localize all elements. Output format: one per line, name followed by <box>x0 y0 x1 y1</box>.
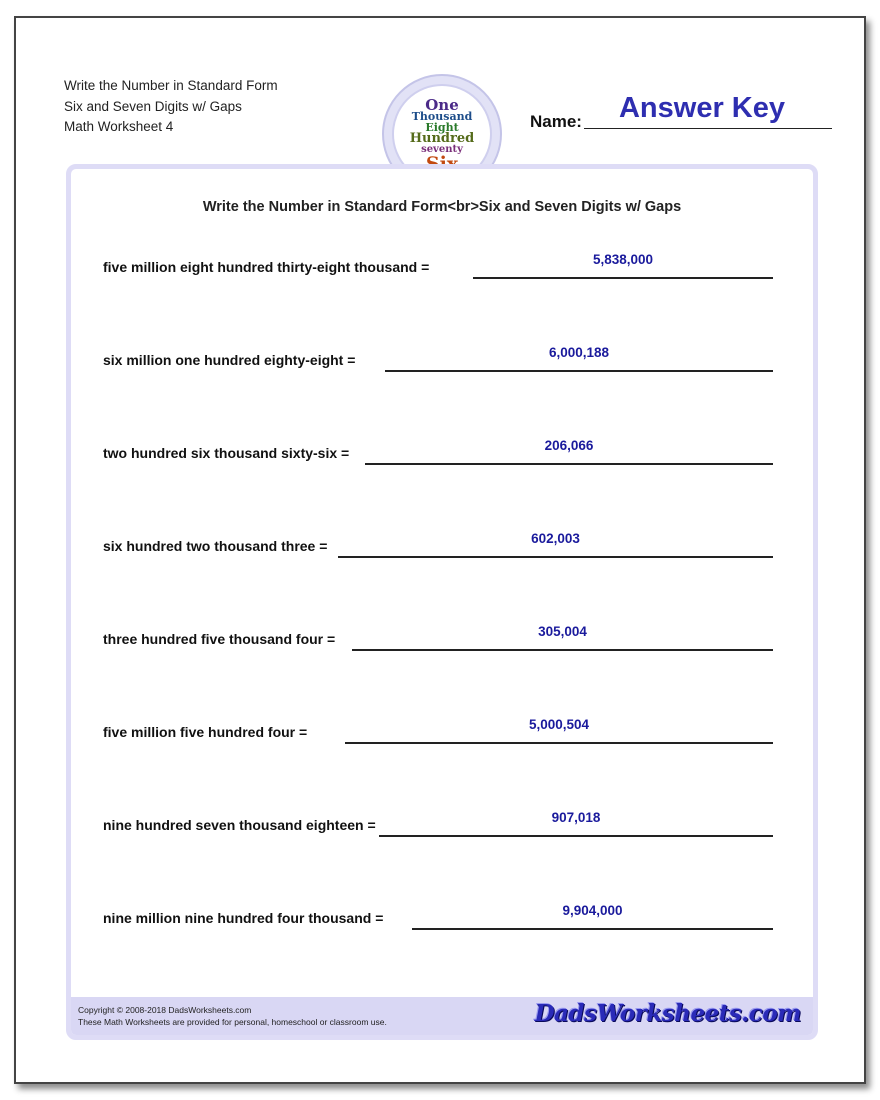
problem-text: five million five hundred four = <box>103 724 308 740</box>
answer-value: 206,066 <box>544 438 594 453</box>
dadsworksheets-logo[interactable]: DadsWorksheets.com <box>534 1000 801 1027</box>
problem-row <box>103 624 773 661</box>
worksheet-header <box>64 76 278 138</box>
answer-line[interactable] <box>412 928 773 930</box>
answer-value: 6,000,188 <box>548 345 610 360</box>
answer-line[interactable] <box>473 277 773 279</box>
worksheet-page <box>14 16 866 1084</box>
problem-row <box>103 345 773 382</box>
answer-value: 907,018 <box>551 810 601 825</box>
header-title: Write the Number in Standard Form <box>64 78 278 93</box>
problem-row <box>103 810 773 847</box>
problems-frame <box>66 164 818 1040</box>
problem-row <box>103 252 773 289</box>
problem-row <box>103 717 773 754</box>
problem-text: five million eight hundred thirty-eight thousand = <box>103 259 430 275</box>
answer-value: 305,004 <box>538 624 587 639</box>
problem-text: six hundred two thousand three = <box>103 538 328 554</box>
logo-word: seventy <box>421 144 463 155</box>
problems-title: Write the Number in Standard Form<br>Six and Seven Digits w/ Gaps <box>202 199 682 215</box>
answer-value: 602,003 <box>531 531 580 546</box>
answer-line[interactable] <box>345 742 773 744</box>
answer-line[interactable] <box>352 649 773 651</box>
problem-text: two hundred six thousand sixty-six = <box>103 445 350 461</box>
logo-word: Eight <box>425 121 459 134</box>
answer-line[interactable] <box>365 463 773 465</box>
answer-key-label: Answer Key <box>618 92 785 124</box>
logo-word: Hundred <box>409 131 475 146</box>
worksheet-footer <box>71 997 813 1035</box>
name-field-line[interactable] <box>584 128 832 129</box>
problem-text: three hundred five thousand four = <box>103 631 336 647</box>
answer-line[interactable] <box>385 370 773 372</box>
problem-text: nine million nine hundred four thousand = <box>103 910 384 926</box>
answer-value: 5,838,000 <box>592 252 654 267</box>
name-label: Name: <box>530 112 582 131</box>
problem-row <box>103 531 773 568</box>
answer-line[interactable] <box>338 556 773 558</box>
usage-notice: These Math Worksheets are provided for personal, homeschool or classroom use. <box>78 1017 387 1027</box>
header-worksheet-number: Math Worksheet 4 <box>64 119 174 134</box>
logo-word: One <box>425 96 459 114</box>
answer-value: 5,000,504 <box>528 717 590 732</box>
answer-line[interactable] <box>379 835 773 837</box>
problem-text: six million one hundred eighty-eight = <box>103 352 356 368</box>
copyright-text: Copyright © 2008-2018 DadsWorksheets.com <box>78 1005 252 1015</box>
answer-value: 9,904,000 <box>562 903 623 918</box>
problem-row <box>103 438 773 475</box>
problem-text: nine hundred seven thousand eighteen = <box>103 817 376 833</box>
header-subtitle: Six and Seven Digits w/ Gaps <box>64 98 242 114</box>
logo-word: Thousand <box>411 110 473 123</box>
problem-row <box>103 903 773 940</box>
